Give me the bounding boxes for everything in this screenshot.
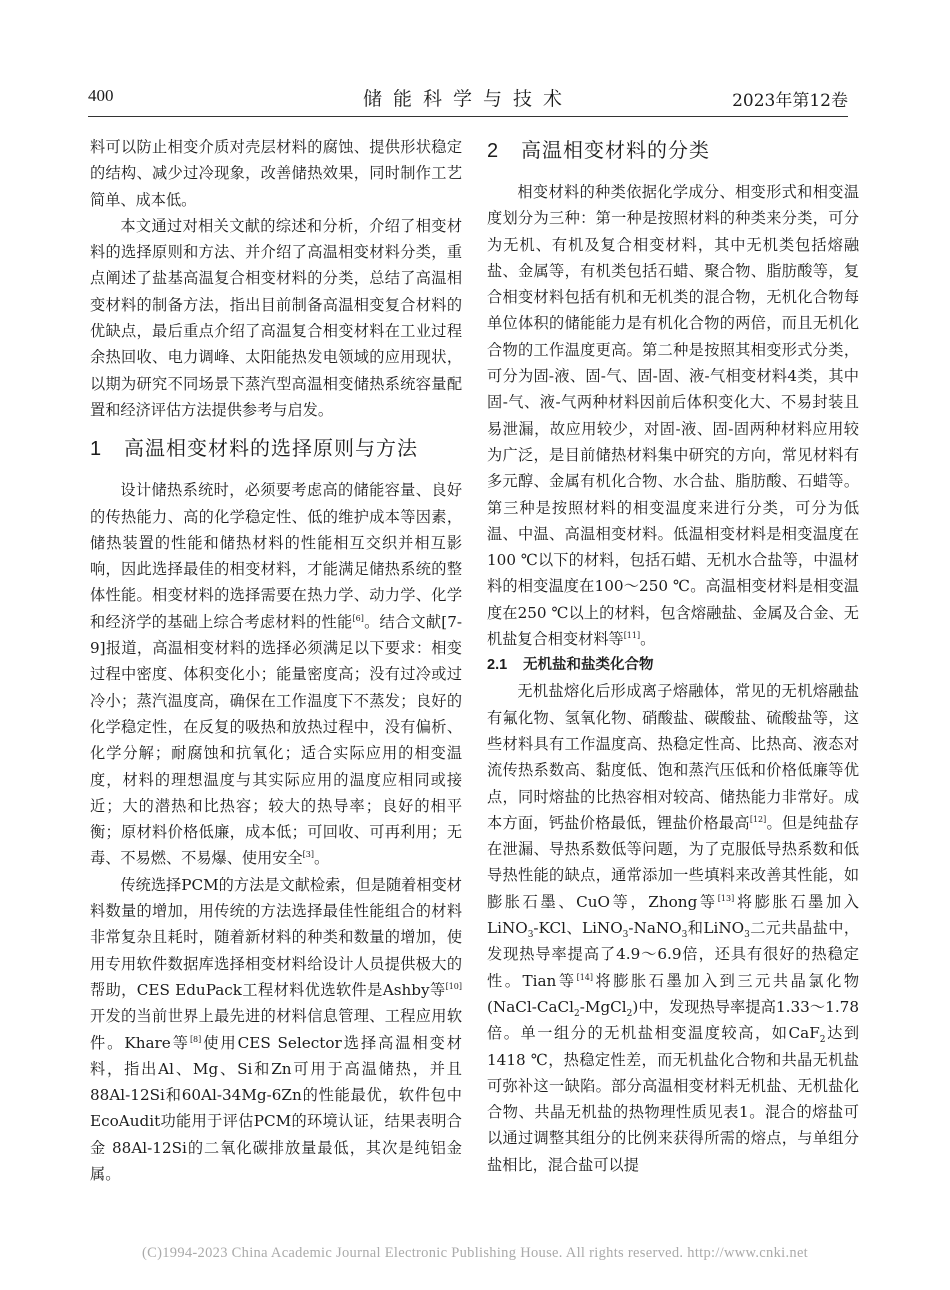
text-run: 将膨胀石墨加入到三元共晶氯化物(NaCl-CaCl bbox=[487, 971, 860, 1016]
citation: [12] bbox=[749, 814, 767, 824]
header-divider bbox=[88, 116, 848, 117]
text-run: 达到1418 ℃，热稳定性差，而无机盐化合物和共晶无机盐可弥补这一缺陷。部分高温相变材料无机盐、无机盐化合物、共晶无机盐的热物理性质见表1。混合的熔盐可以通过调整其组分的比例来获得所需的熔点，与单组分盐相比，混合盐可以提 bbox=[487, 1024, 860, 1174]
text-run: 无机盐熔化后形成离子熔融体，常见的无机熔融盐有氟化物、氢氧化物、硝酸盐、碳酸盐、硫酸盐等，这些材料具有工作温度高、热稳定性高、比热高、液态对流传热系数高、黏度低、饱和蒸汽压低和价格低廉等优点，同时熔盐的比热容相对较高、储热能力非常好。成本方面，钙盐价格最低，锂盐价格最高 bbox=[487, 682, 859, 832]
journal-title: 储能科学与技术 bbox=[362, 88, 573, 110]
subscript: 3 bbox=[681, 930, 688, 941]
section-2-number: 2 bbox=[487, 140, 500, 162]
text-run: 二元共晶盐中，发现热导率提高了4.9～6.9倍，还具有很好的热稳定性。Tian等 bbox=[487, 919, 860, 990]
paragraph-intro: 本文通过对相关文献的综述和分析，介绍了相变材料的选择原则和方法、并介绍了高温相变材料分类，重点阐述了盐基高温复合相变材料的分类，总结了高温相变材料的制备方法，指出目前制备高温相变复合材料的优缺点，最后重点介绍了高温复合相变材料在工业过程余热回收、电力调峰、太阳能热发电领域的应用现状，以期为研究不同场景下蒸汽型高温相变储热系统容量配置和经济评估方法提供参考与启发。 bbox=[90, 216, 462, 419]
text-run: 和LiNO bbox=[687, 919, 745, 938]
subscript: 2 bbox=[574, 1008, 580, 1019]
section-1-heading bbox=[90, 434, 462, 463]
paragraph-selection-requirements bbox=[90, 477, 462, 871]
page-number: 400 bbox=[88, 86, 114, 105]
text-run: 传统选择PCM的方法是文献检索，但是随着相变材料数量的增加，用传统的方法选择最佳性能组合的材料非常复杂且耗时，随着新材料的种类和数量的增加，使用专用软件数据库选择相变材料给设计人员提供极大的帮助，CES EduPack工程材料优选软件是Ashby等 bbox=[90, 875, 462, 999]
text-run: -KCl、LiNO bbox=[533, 919, 623, 938]
text-run: 。结合文献[7-9]报道，高温相变材料的选择必须满足以下要求：相变过程中密度、体积变化小；能量密度高；没有过冷或过冷小；蒸汽温度高，确保在工作温度下不蒸发；良好的化学稳定性，在反复的吸热和放热过程中，没有偏析、化学分解；耐腐蚀和抗氧化；适合实际应用的相变温度，材料的理想温度与其实际应用的温度应相同或接近；大的潜热和比热容；较大的热导率；良好的相平衡；原材料价格低廉，成本低；可回收、可再利用；无毒、不易燃、不易爆、使用安全 bbox=[90, 612, 462, 868]
subsection-2-1-title: 无机盐和盐类化合物 bbox=[523, 657, 654, 674]
volume-label: 2023年第12卷 bbox=[732, 91, 848, 111]
paragraph-inorganic-salts bbox=[487, 678, 859, 1178]
section-2-heading bbox=[487, 136, 859, 165]
citation: [13] bbox=[717, 893, 735, 903]
citation: [10] bbox=[445, 981, 462, 991]
citation: [3] bbox=[302, 850, 314, 860]
running-header bbox=[88, 84, 848, 114]
subsection-2-1-heading bbox=[487, 652, 859, 678]
citation: [14] bbox=[576, 972, 593, 982]
right-column bbox=[487, 134, 859, 1178]
section-1-number: 1 bbox=[90, 438, 103, 461]
citation: [8] bbox=[189, 1034, 202, 1044]
text-run: -MgCl bbox=[579, 997, 627, 1016]
text-run: 使用CES Selector选择高温相变材料，指出Al、Mg、Si和Zn可用于高温储热，并且88Al-12Si和60Al-34Mg-6Zn的性能最优，软件包中EcoAudit功能用于评估PCM的环境认证，结果表明合金 88Al-12Si的二氧化碳排放量最低，其次是纯铝金属。 bbox=[90, 1033, 462, 1183]
subsection-2-1-number: 2.1 bbox=[487, 657, 508, 674]
paragraph-continued: 料可以防止相变介质对壳层材料的腐蚀、提供形状稳定的结构、减少过冷现象，改善储热效果，同时制作工艺简单、成本低。 bbox=[90, 138, 462, 209]
text-run: 设计储热系统时，必须要考虑高的储能容量、良好的传热能力、高的化学稳定性、低的维护成本等因素，储热装置的性能和储热材料的性能相互交织并相互影响，因此选择最佳的相变材料，才能满足储热系统的整体性能。相变材料的选择需要在热力学、动力学、化学和经济学的基础上综合考虑材料的性能 bbox=[90, 481, 462, 631]
subscript: 2 bbox=[626, 1008, 633, 1019]
text-run: 。 bbox=[313, 849, 330, 868]
text-run: 。但是纯盐存在泄漏、导热系数低等问题，为了克服低导热系数和低导热性能的缺点，通常添加一些填料来改善其性能，如膨胀石墨、CuO等，Zhong等 bbox=[487, 813, 860, 911]
text-run: 。 bbox=[640, 630, 656, 649]
text-run: 将膨胀石墨加入LiNO bbox=[487, 892, 859, 938]
citation: [6] bbox=[352, 613, 364, 623]
section-1-title: 高温相变材料的选择原则与方法 bbox=[124, 436, 418, 461]
subscript: 2 bbox=[819, 1035, 826, 1046]
citation: [11] bbox=[623, 630, 641, 640]
subscript: 3 bbox=[744, 930, 750, 941]
text-run: 开发的当前世界上最先进的材料信息管理、工程应用软件。Khare等 bbox=[90, 1007, 462, 1052]
section-2-title: 高温相变材料的分类 bbox=[521, 138, 710, 162]
subscript: 3 bbox=[527, 930, 534, 941]
paragraph-classification bbox=[487, 179, 859, 652]
left-column bbox=[90, 134, 462, 1187]
text-run: )中，发现热导率提高1.33～1.78倍。单一组分的无机盐相变温度较高，如CaF bbox=[487, 997, 859, 1043]
subscript: 3 bbox=[622, 930, 629, 941]
text-run: -NaNO bbox=[628, 919, 682, 938]
paragraph-pcm-software bbox=[90, 872, 462, 1188]
text-run: 相变材料的种类依据化学成分、相变形式和相变温度划分为三种：第一种是按照材料的种类来分类，可分为无机、有机及复合相变材料，其中无机类包括熔融盐、金属等，有机类包括石蜡、聚合物、脂肪酸等，复合相变材料包括有机和无机类的混合物，无机化合物每单位体积的储能能力是有机化合物的两倍，而且无机化合物的工作温度更高。第二种是按照其相变形式分类，可分为固-液、固-气、固-固、液-气相变材料4类，其中固-气、液-气两种材料因前后体积变化大、不易封装且易泄漏，故应用较少，对固-液、固-固两种材料应用较为广泛，是目前储热材料集中研究的方向，常见材料有多元醇、金属有机化合物、水合盐、脂肪酸、石蜡等。第三种是按照材料的相变温度来进行分类，可分为低温、中温、高温相变材料。低温相变材料是相变温度在100 ℃以下的材料，包括石蜡、无机水合盐等，中温材料的相变温度在100～250 ℃。高温相变材料是相变温度在250 ℃以上的材料，包含熔融盐、金属及合金、无机盐复合相变材料等 bbox=[487, 183, 859, 649]
copyright-footer: (C)1994-2023 China Academic Journal Electronic Publishing House. All rights reserved. http://www.cnki.net bbox=[141, 1245, 809, 1261]
